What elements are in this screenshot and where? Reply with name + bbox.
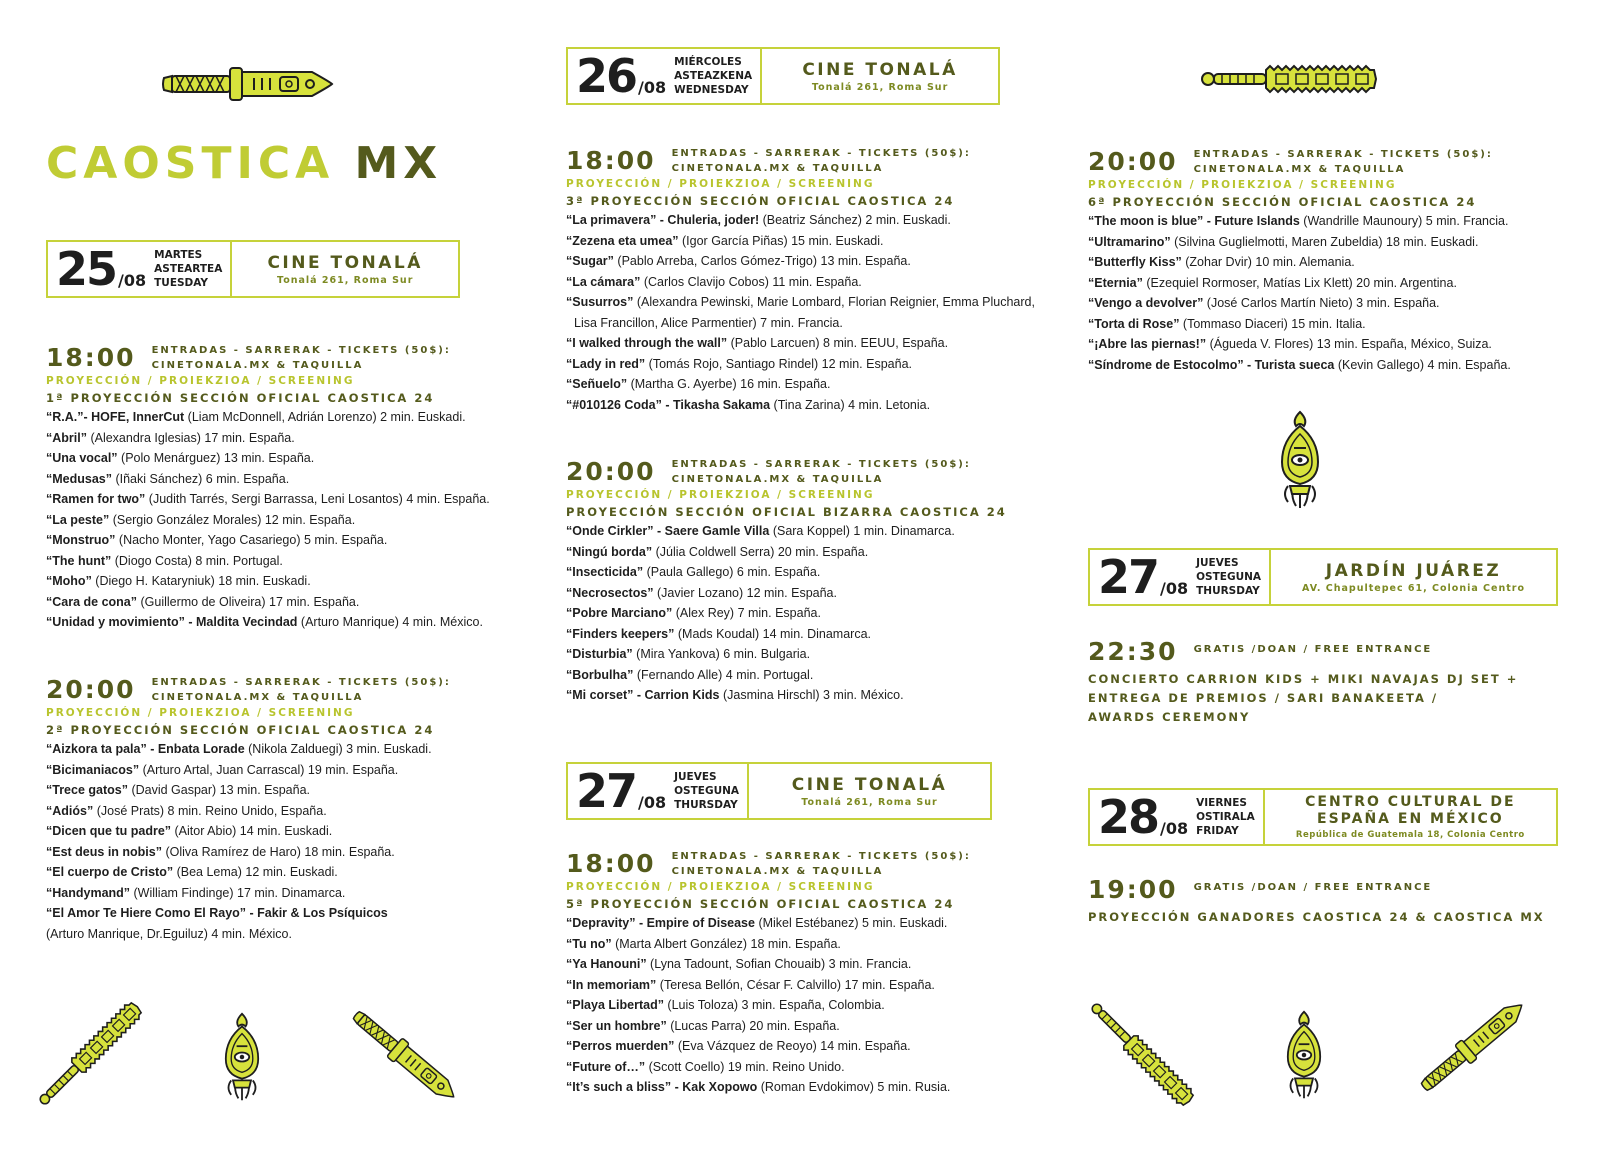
film-item <box>566 685 1007 706</box>
film-details: (Mikel Estébanez) 5 min. Euskadi. <box>754 916 948 930</box>
session-8 <box>1088 876 1545 927</box>
venue-address: República de Guatemala 18, Colonia Centro <box>1295 830 1525 840</box>
film-details: (William Findinge) 17 min. Dinamarca. <box>130 885 346 900</box>
film-list <box>566 521 1007 706</box>
film-item <box>566 272 1035 293</box>
film-item <box>1088 293 1511 314</box>
tickets-line1: ENTRADAS - SARRERAK - TICKETS (50$): <box>1193 149 1493 160</box>
film-item <box>46 592 490 613</box>
film-item <box>46 821 451 842</box>
film-title: “Handymand” <box>46 885 131 900</box>
film-item <box>46 903 451 944</box>
film-title: “Tu no” <box>566 936 612 951</box>
tickets-line1: ENTRADAS - SARRERAK - TICKETS (50$): <box>151 345 451 356</box>
film-details: (Teresa Bellón, César F. Calvillo) 17 min. España. <box>656 977 935 992</box>
logo-part1: CAOSTICA <box>46 138 335 189</box>
film-details: (Carlos Clavijo Cobos) 11 min. España. <box>640 274 862 289</box>
session-2 <box>46 676 451 944</box>
film-list <box>46 407 490 633</box>
film-item <box>46 428 490 449</box>
film-details: (José Carlos Martín Nieto) 3 min. España. <box>1203 296 1440 310</box>
film-title: “Abril” <box>46 430 87 445</box>
month: /08 <box>638 78 667 97</box>
film-title: “Eternia” <box>1088 275 1143 290</box>
venue-name-line1: CENTRO CULTURAL DE <box>1305 794 1516 810</box>
film-details: (Guillermo de Oliveira) 17 min. España. <box>137 594 360 609</box>
session-title: 6ª PROYECCIÓN SECCIÓN OFICIAL CAOSTICA 24 <box>1088 195 1477 209</box>
film-details-continued: Lisa Francillon, Alice Parmentier) 7 min. Francia. <box>574 315 843 330</box>
venue-name: JARDÍN JUÁREZ <box>1325 560 1502 581</box>
month: /08 <box>1160 819 1189 838</box>
film-item <box>566 954 971 975</box>
tickets-line2: CINETONALA.MX & TAQUILLA <box>671 866 884 877</box>
film-details: (Kevin Gallego) 4 min. España. <box>1334 357 1511 372</box>
session-5 <box>566 850 971 1098</box>
film-item <box>566 624 1007 645</box>
film-item <box>566 562 1007 583</box>
film-details: (Paula Gallego) 6 min. España. <box>643 565 821 579</box>
film-title: “La cámara” <box>566 274 641 289</box>
film-title: “Ramen for two” <box>46 492 146 506</box>
day-number: 27 <box>576 764 637 818</box>
day-number: 26 <box>576 49 637 103</box>
film-details: (Tomás Rojo, Santiago Rindel) 12 min. España. <box>645 356 912 371</box>
weekday-en: TUESDAY <box>154 277 208 289</box>
film-title: “Vengo a devolver” <box>1088 296 1204 310</box>
film-title: “Monstruo” <box>46 533 116 547</box>
weekday-en: WEDNESDAY <box>674 84 749 96</box>
film-title: “The hunt” <box>46 553 112 568</box>
film-details: (Jasmina Hirschl) 3 min. México. <box>719 688 904 702</box>
tickets-info <box>152 343 451 373</box>
weekday-es: VIERNES <box>1196 797 1247 809</box>
weekday-eu: OSTEGUNA <box>674 785 740 797</box>
screening-label: PROYECCIÓN / PROIEKZIOA / SCREENING <box>46 707 355 719</box>
weekday-eu: ASTEAZKENA <box>674 70 753 82</box>
film-details: (Mads Koudal) 14 min. Dinamarca. <box>674 626 871 641</box>
film-title: “Susurros” <box>566 295 634 309</box>
film-item <box>566 1016 971 1037</box>
film-details: (Diego H. Kataryniuk) 18 min. Euskadi. <box>91 574 311 588</box>
film-details: (Alexandra Iglesias) 17 min. España. <box>86 430 295 445</box>
film-list <box>46 739 451 944</box>
film-details: (Beatriz Sánchez) 2 min. Euskadi. <box>759 213 951 227</box>
film-details: (Nikola Zalduegi) 3 min. Euskadi. <box>244 742 432 756</box>
film-title: “In memoriam” <box>566 977 657 992</box>
film-details: (Roman Evdokimov) 5 min. Rusia. <box>757 1080 951 1094</box>
film-item <box>566 913 971 934</box>
film-title: “The moon is blue” - Future Islands <box>1088 214 1300 228</box>
film-details: (Igor García Piñas) 15 min. Euskadi. <box>678 233 884 248</box>
film-details: (Polo Menárguez) 13 min. España. <box>117 451 315 465</box>
club-icon <box>1200 62 1380 96</box>
film-details: (Ezequiel Rormoser, Matías Lix Klett) 20 min. Argentina. <box>1142 275 1457 290</box>
film-item <box>46 469 490 490</box>
dagger-icon <box>1413 992 1533 1100</box>
film-title: “Moho” <box>46 574 92 588</box>
venue-name: CINE TONALÁ <box>802 59 958 80</box>
film-details: (Wandrille Maunoury) 5 min. Francia. <box>1299 214 1509 228</box>
venue-name-line2: ESPAÑA EN MÉXICO <box>1317 811 1504 827</box>
film-item <box>566 934 971 955</box>
film-item <box>566 644 1007 665</box>
film-title: “It’s such a bliss” - Kak Xopowo <box>566 1080 758 1094</box>
film-item <box>566 1057 971 1078</box>
logo-part2: MX <box>354 138 443 189</box>
film-details: (Júlia Coldwell Serra) 20 min. España. <box>652 544 869 559</box>
dagger-icon <box>162 64 334 104</box>
film-title: “Unidad y movimiento” - Maldita Vecindad <box>46 615 298 629</box>
session-time: 18:00 <box>566 146 656 175</box>
film-item <box>46 571 490 592</box>
film-title: “Pobre Marciano” <box>566 606 673 620</box>
film-title: “Future of…” <box>566 1059 646 1074</box>
film-item <box>1088 355 1511 376</box>
film-details: (José Prats) 8 min. Reino Unido, España. <box>93 803 327 818</box>
film-item <box>566 603 1007 624</box>
weekday-names <box>1196 556 1261 598</box>
film-details: (Águeda V. Flores) 13 min. España, México, Suiza. <box>1206 337 1492 351</box>
session-1 <box>46 344 490 633</box>
film-list <box>566 210 1035 415</box>
film-details: (Judith Tarrés, Sergi Barrassa, Leni Losantos) 4 min. España. <box>145 492 490 506</box>
film-title: “El Amor Te Hiere Como El Rayo” - Fakir & Los Psíquicos <box>46 906 388 920</box>
film-item <box>46 801 451 822</box>
tickets-line2: CINETONALA.MX & TAQUILLA <box>151 360 364 371</box>
weekday-eu: OSTEGUNA <box>1196 571 1262 583</box>
session-time: 20:00 <box>1088 147 1178 176</box>
film-title: “Aizkora ta pala” - Enbata Lorade <box>46 742 245 756</box>
film-details: (David Gaspar) 13 min. España. <box>127 783 311 797</box>
film-item <box>1088 211 1511 232</box>
weekday-en: THURSDAY <box>1196 585 1260 597</box>
club-icon <box>31 995 150 1114</box>
page-title <box>46 138 442 189</box>
film-title: “La primavera” - Chuleria, joder! <box>566 213 760 227</box>
film-details: (Fernando Alle) 4 min. Portugal. <box>633 667 814 682</box>
film-item <box>46 739 451 760</box>
film-item <box>566 354 1035 375</box>
weekday-names <box>674 55 752 97</box>
film-details: (Pablo Arreba, Carlos Gómez-Trigo) 13 min. España. <box>613 254 911 268</box>
film-details: (Lyna Tadount, Sofian Chouaib) 3 min. Francia. <box>646 957 912 971</box>
film-item <box>566 665 1007 686</box>
film-title: “¡Abre las piernas!” <box>1088 337 1207 351</box>
film-details: (Marta Albert González) 18 min. España. <box>611 936 841 951</box>
film-title: “Ya Hanouni” <box>566 957 647 971</box>
film-details: (Scott Coello) 19 min. Reino Unido. <box>645 1059 845 1074</box>
film-title: “Est deus in nobis” <box>46 844 162 859</box>
film-item <box>46 883 451 904</box>
film-item <box>46 760 451 781</box>
month: /08 <box>1160 579 1189 598</box>
film-title: “#010126 Coda” - Tikasha Sakama <box>566 397 771 412</box>
film-item <box>1088 232 1511 253</box>
weekday-es: MARTES <box>154 249 203 261</box>
venue-name: CINE TONALÁ <box>791 774 948 795</box>
film-title: “Necrosectos” <box>566 585 654 600</box>
tickets-line1: ENTRADAS - SARRERAK - TICKETS (50$): <box>671 148 971 159</box>
film-item <box>46 530 490 551</box>
film-item <box>1088 314 1511 335</box>
film-item <box>46 489 490 510</box>
film-title: “Zezena eta umea” <box>566 233 679 248</box>
club-icon <box>1083 995 1202 1114</box>
film-item <box>46 407 490 428</box>
film-title: “Ningú borda” <box>566 544 653 559</box>
mask-icon <box>1278 410 1322 510</box>
film-details: (Javier Lozano) 12 min. España. <box>653 585 837 600</box>
weekday-names <box>154 248 222 290</box>
weekday-es: JUEVES <box>674 771 717 783</box>
session-time: 18:00 <box>46 343 136 372</box>
screening-label: PROYECCIÓN / PROIEKZIOA / SCREENING <box>1088 179 1397 191</box>
weekday-en: FRIDAY <box>1196 825 1239 837</box>
film-details: (Pablo Larcuen) 8 min. EEUU, España. <box>727 336 949 350</box>
film-item <box>46 510 490 531</box>
free-entrance: GRATIS /DOAN / FREE ENTRANCE <box>1193 882 1433 893</box>
venue-address: Tonalá 261, Roma Sur <box>811 81 949 93</box>
film-details: (Sara Koppel) 1 min. Dinamarca. <box>769 524 955 538</box>
session-time: 20:00 <box>46 675 136 704</box>
film-details: (Sergio González Morales) 12 min. España. <box>109 512 356 527</box>
tickets-line2: CINETONALA.MX & TAQUILLA <box>1193 164 1406 175</box>
film-item <box>566 231 1035 252</box>
film-item <box>566 995 971 1016</box>
film-item <box>46 780 451 801</box>
film-details: (Lucas Parra) 20 min. España. <box>666 1018 840 1033</box>
film-item <box>566 292 1035 333</box>
film-item <box>46 842 451 863</box>
tickets-line1: ENTRADAS - SARRERAK - TICKETS (50$): <box>151 677 451 688</box>
session-3 <box>566 147 1035 415</box>
film-details: (Nacho Monter, Yago Casariego) 5 min. España. <box>115 533 388 547</box>
tickets-info <box>672 849 971 879</box>
film-title: “Adiós” <box>46 803 94 818</box>
film-title: “Disturbia” <box>566 647 633 661</box>
film-details: (Oliva Ramírez de Haro) 18 min. España. <box>162 844 395 859</box>
film-details: (Mira Yankova) 6 min. Bulgaria. <box>632 647 811 661</box>
session-time: 18:00 <box>566 849 656 878</box>
session-title: PROYECCIÓN SECCIÓN OFICIAL BIZARRA CAOSTICA 24 <box>566 505 1007 519</box>
film-title: “Síndrome de Estocolmo” - Turista sueca <box>1088 357 1335 372</box>
session-title: 2ª PROYECCIÓN SECCIÓN OFICIAL CAOSTICA 24 <box>46 723 435 737</box>
weekday-eu: OSTIRALA <box>1196 811 1255 823</box>
film-item <box>566 1077 971 1098</box>
film-item <box>566 333 1035 354</box>
film-details: (Tina Zarina) 4 min. Letonia. <box>770 397 931 412</box>
film-details-continued: (Arturo Manrique, Dr.Eguiluz) 4 min. México. <box>46 926 292 941</box>
day-number: 27 <box>1098 550 1159 604</box>
tickets-info <box>152 675 451 705</box>
weekday-en: THURSDAY <box>674 799 738 811</box>
film-item <box>46 862 451 883</box>
film-details: (Eva Vázquez de Reoyo) 14 min. España. <box>674 1039 911 1053</box>
film-title: “La peste” <box>46 512 110 527</box>
film-details: (Silvina Guglielmotti, Maren Zubeldia) 18 min. Euskadi. <box>1170 234 1479 249</box>
venue-address: Tonalá 261, Roma Sur <box>276 274 414 286</box>
screening-label: PROYECCIÓN / PROIEKZIOA / SCREENING <box>566 489 875 501</box>
mask-icon <box>1284 1010 1324 1100</box>
film-title: “Depravity” - Empire of Disease <box>566 916 755 930</box>
tickets-line2: CINETONALA.MX & TAQUILLA <box>671 163 884 174</box>
film-title: “Sugar” <box>566 254 614 268</box>
session-title: 3ª PROYECCIÓN SECCIÓN OFICIAL CAOSTICA 24 <box>566 194 955 208</box>
day-number: 28 <box>1098 790 1159 844</box>
film-title: “Bicimaniacos” <box>46 762 140 777</box>
session-4 <box>566 458 1007 706</box>
date-box-25 <box>46 240 460 298</box>
film-title: “Mi corset” - Carrion Kids <box>566 688 720 702</box>
film-list <box>1088 211 1511 375</box>
month: /08 <box>118 271 147 290</box>
film-title: “Ultramarino” <box>1088 234 1171 249</box>
film-item <box>1088 334 1511 355</box>
film-item <box>566 583 1007 604</box>
film-details: (Liam McDonnell, Adrián Lorenzo) 2 min. Euskadi. <box>184 410 466 424</box>
date-box-28 <box>1088 788 1558 846</box>
venue-address: AV. Chapultepec 61, Colonia Centro <box>1302 582 1525 594</box>
film-title: “R.A.”- HOFE, InnerCut <box>46 410 185 424</box>
date-box-27-tonala <box>566 762 992 820</box>
film-title: “Una vocal” <box>46 451 118 465</box>
film-details: (Iñaki Sánchez) 6 min. España. <box>112 471 290 486</box>
film-details: (Zohar Dvir) 10 min. Alemania. <box>1181 255 1355 269</box>
film-title: “Borbulha” <box>566 667 634 682</box>
film-item <box>46 612 490 633</box>
weekday-eu: ASTEARTEA <box>154 263 223 275</box>
film-title: “Butterfly Kiss” <box>1088 255 1182 269</box>
film-item <box>566 210 1035 231</box>
film-title: “Cara de cona” <box>46 594 138 609</box>
film-title: “Onde Cirkler” - Saere Gamle Villa <box>566 524 770 538</box>
screening-label: PROYECCIÓN / PROIEKZIOA / SCREENING <box>566 881 875 893</box>
film-details: (Arturo Manrique) 4 min. México. <box>297 615 483 629</box>
film-details: (Alex Rey) 7 min. España. <box>672 606 821 620</box>
film-item <box>566 374 1035 395</box>
tickets-line1: ENTRADAS - SARRERAK - TICKETS (50$): <box>671 851 971 862</box>
event-line1: PROYECCIÓN GANADORES CAOSTICA 24 & CAOSTICA MX <box>1088 910 1545 924</box>
film-details: (Bea Lema) 12 min. Euskadi. <box>173 865 338 879</box>
session-7 <box>1088 638 1518 727</box>
event-line2: ENTREGA DE PREMIOS / SARI BANAKEETA / <box>1088 691 1439 705</box>
film-details: (Alexandra Pewinski, Marie Lombard, Florian Reignier, Emma Pluchard, <box>633 295 1035 309</box>
month: /08 <box>638 793 667 812</box>
dagger-icon <box>345 1002 465 1110</box>
film-details: (Martha G. Ayerbe) 16 min. España. <box>627 377 831 391</box>
film-title: “Insecticida” <box>566 565 644 579</box>
event-line1: CONCIERTO CARRION KIDS + MIKI NAVAJAS DJ SET + <box>1088 672 1519 686</box>
film-title: “Dicen que tu padre” <box>46 824 172 838</box>
venue-name: CINE TONALÁ <box>267 252 423 273</box>
screening-label: PROYECCIÓN / PROIEKZIOA / SCREENING <box>566 178 875 190</box>
tickets-line2: CINETONALA.MX & TAQUILLA <box>671 474 884 485</box>
weekday-es: JUEVES <box>1196 557 1239 569</box>
tickets-line1: ENTRADAS - SARRERAK - TICKETS (50$): <box>671 459 971 470</box>
day-number: 25 <box>56 242 117 296</box>
film-item <box>1088 252 1511 273</box>
session-time: 19:00 <box>1088 875 1178 904</box>
film-details: (Aitor Abio) 14 min. Euskadi. <box>171 824 333 838</box>
film-list <box>566 913 971 1098</box>
film-title: “Playa Libertad” <box>566 998 664 1012</box>
film-title: “El cuerpo de Cristo” <box>46 865 174 879</box>
venue-address: Tonalá 261, Roma Sur <box>801 796 938 808</box>
date-box-26 <box>566 47 1000 105</box>
film-item <box>566 395 1035 416</box>
session-6 <box>1088 148 1511 375</box>
tickets-info <box>672 146 971 176</box>
tickets-info <box>672 457 971 487</box>
film-item <box>46 551 490 572</box>
film-item <box>566 975 971 996</box>
film-title: “Lady in red” <box>566 356 646 371</box>
tickets-info <box>1194 147 1493 177</box>
film-item <box>566 542 1007 563</box>
screening-label: PROYECCIÓN / PROIEKZIOA / SCREENING <box>46 375 355 387</box>
film-title: “Perros muerden” <box>566 1039 675 1053</box>
session-title: 5ª PROYECCIÓN SECCIÓN OFICIAL CAOSTICA 24 <box>566 897 955 911</box>
film-title: “Finders keepers” <box>566 626 675 641</box>
tickets-line2: CINETONALA.MX & TAQUILLA <box>151 692 364 703</box>
weekday-names <box>674 770 739 812</box>
film-item <box>46 448 490 469</box>
session-time: 20:00 <box>566 457 656 486</box>
film-item <box>566 521 1007 542</box>
film-details: (Luis Toloza) 3 min. España, Colombia. <box>663 998 885 1012</box>
weekday-es: MIÉRCOLES <box>674 56 742 68</box>
free-entrance: GRATIS /DOAN / FREE ENTRANCE <box>1193 644 1433 655</box>
film-details: (Tommaso Diaceri) 15 min. Italia. <box>1179 316 1366 331</box>
weekday-names <box>1196 796 1255 838</box>
film-title: “Torta di Rose” <box>1088 316 1180 331</box>
film-title: “Medusas” <box>46 471 112 486</box>
event-line3: AWARDS CEREMONY <box>1088 710 1251 724</box>
film-title: “Señuelo” <box>566 377 628 391</box>
film-title: “Trece gatos” <box>46 783 128 797</box>
film-details: (Arturo Artal, Juan Carrascal) 19 min. España. <box>139 762 399 777</box>
film-title: “I walked through the wall” <box>566 336 728 350</box>
film-item <box>566 251 1035 272</box>
film-item <box>566 1036 971 1057</box>
session-time: 22:30 <box>1088 637 1178 666</box>
film-item <box>1088 273 1511 294</box>
date-box-27-jardin <box>1088 548 1558 606</box>
session-title: 1ª PROYECCIÓN SECCIÓN OFICIAL CAOSTICA 24 <box>46 391 435 405</box>
film-details: (Diogo Costa) 8 min. Portugal. <box>111 553 283 568</box>
mask-icon <box>222 1012 262 1102</box>
film-title: “Ser un hombre” <box>566 1018 667 1033</box>
